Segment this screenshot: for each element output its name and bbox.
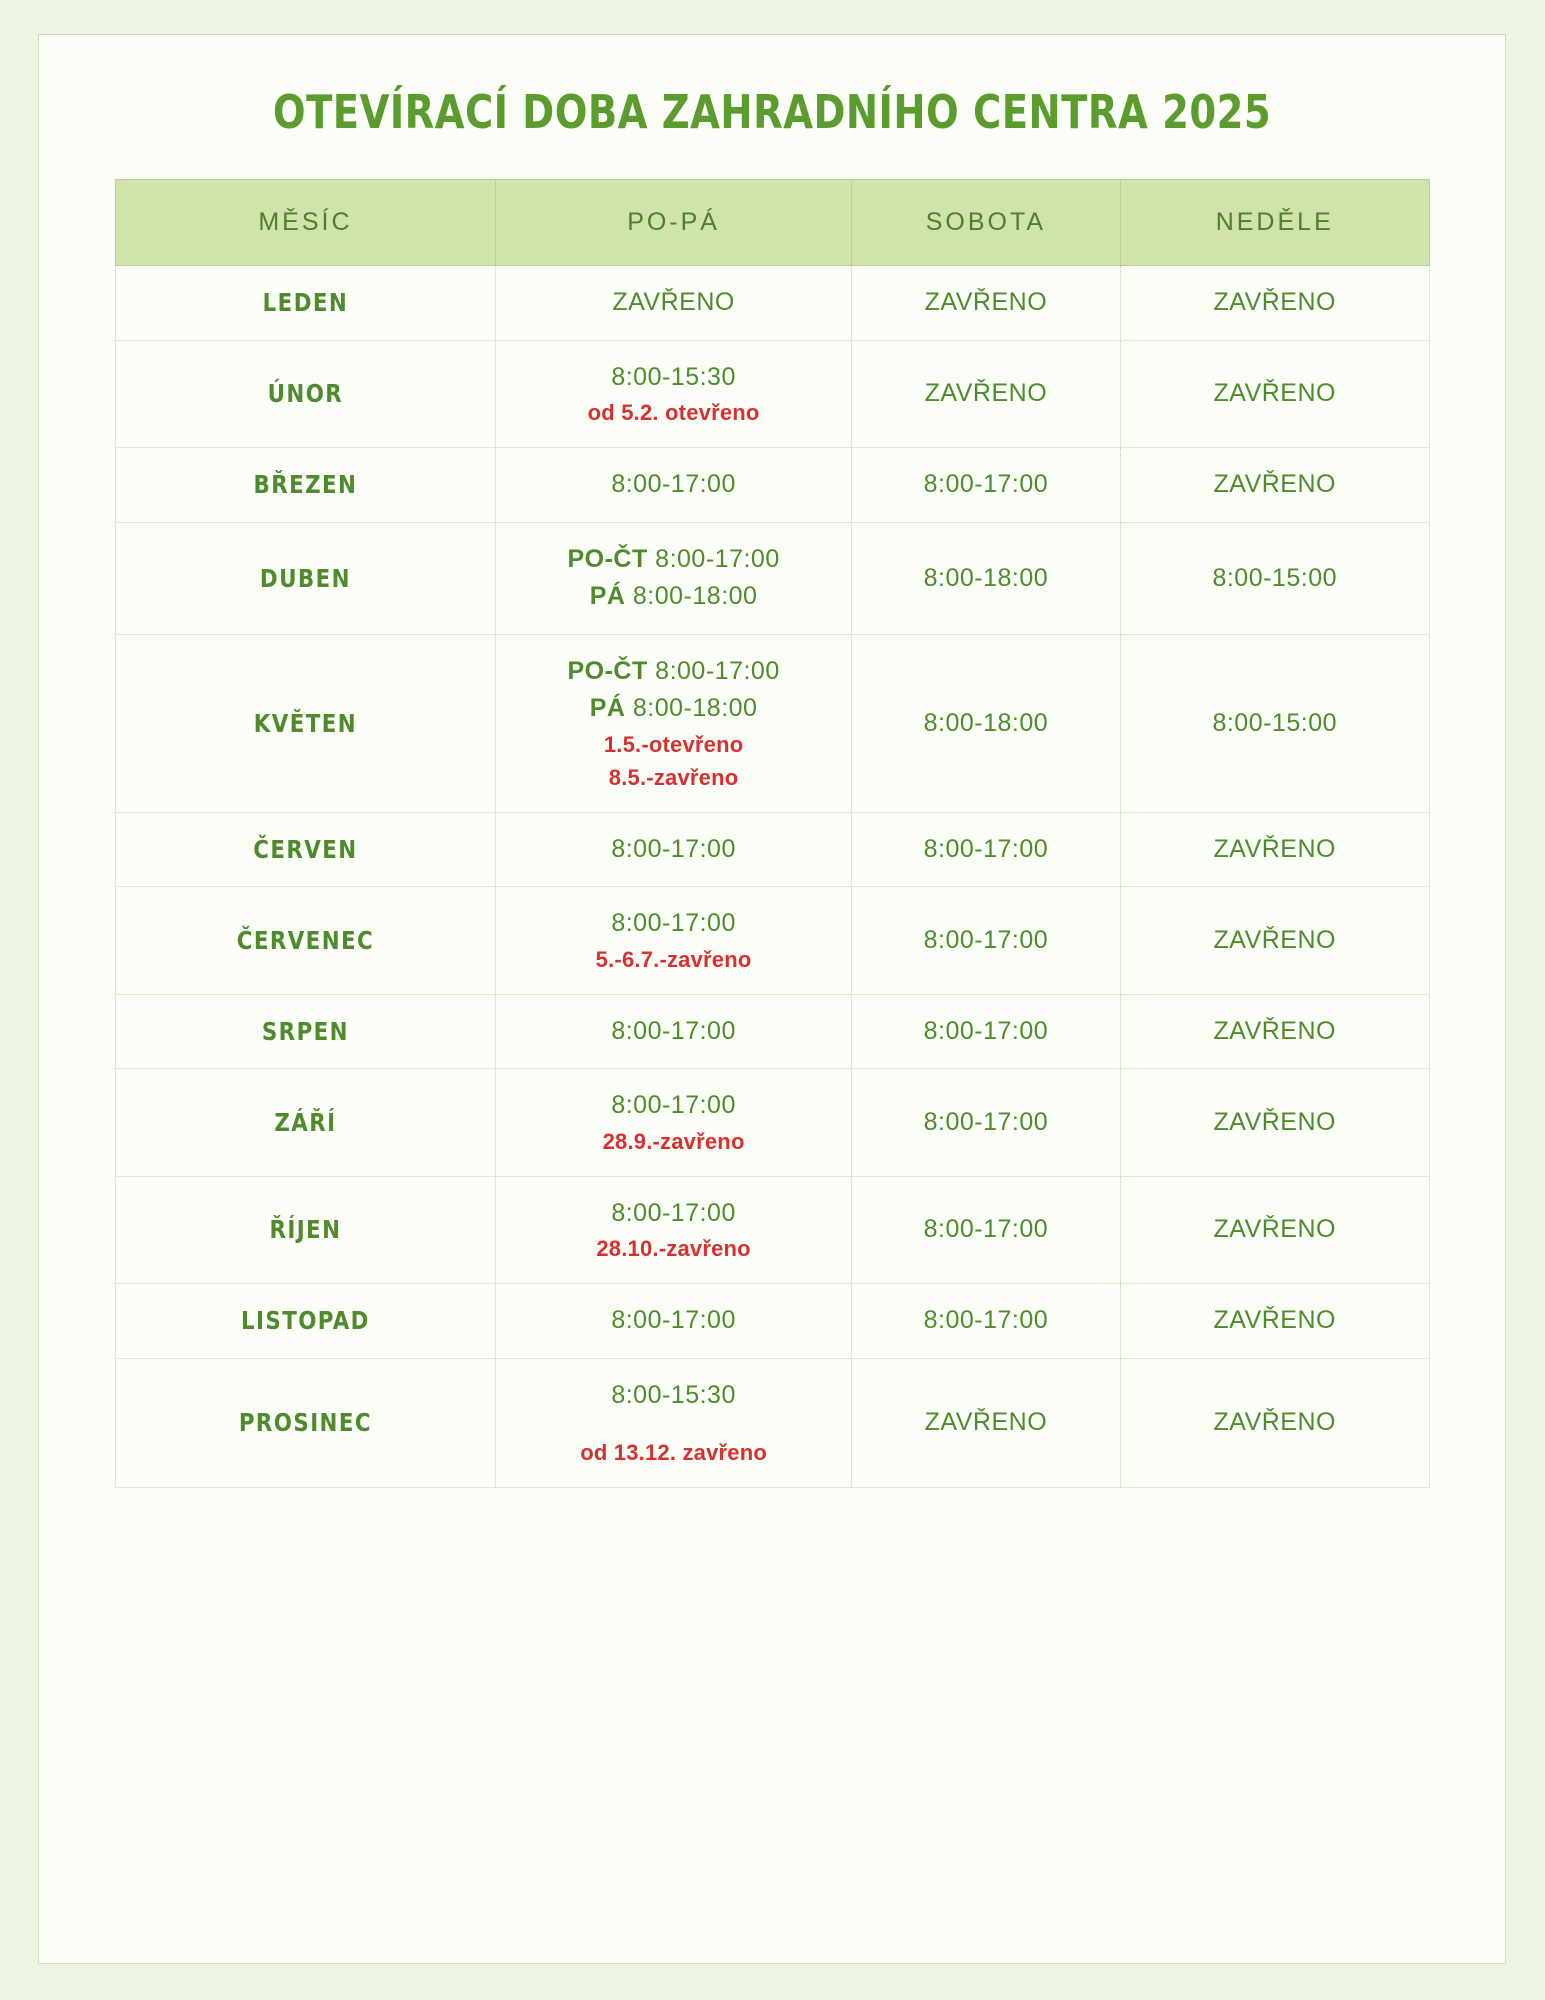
cell-weekday-hours <box>496 634 851 812</box>
cell-hours-line <box>504 578 842 616</box>
cell-sunday: ZAVŘENO <box>1120 812 1429 887</box>
cell-month: ZÁŘÍ <box>125 1069 487 1177</box>
cell-note: od 13.12. zavřeno <box>580 1440 767 1465</box>
table-row <box>115 812 1429 887</box>
cell-note: 8.5.-zavřeno <box>608 764 739 790</box>
column-header-saturday: SOBOTA <box>851 180 1120 266</box>
cell-month: LEDEN <box>125 266 487 341</box>
cell-weekday-hours <box>496 994 851 1069</box>
table-row <box>115 1358 1429 1488</box>
cell-month: BŘEZEN <box>125 448 487 523</box>
day-range-label: PÁ <box>589 582 626 610</box>
table-row <box>115 448 1429 523</box>
cell-hours-line: 8:00-17:00 <box>611 470 736 498</box>
table-row <box>115 887 1429 995</box>
cell-note: od 5.2. otevřeno <box>587 400 760 425</box>
table-row <box>115 1284 1429 1359</box>
cell-saturday: ZAVŘENO <box>851 266 1120 341</box>
table-row <box>115 1069 1429 1177</box>
day-range-hours: 8:00-17:00 <box>647 544 780 573</box>
cell-saturday: 8:00-18:00 <box>851 634 1120 812</box>
cell-sunday: ZAVŘENO <box>1120 266 1429 341</box>
opening-hours-table-wrapper <box>115 179 1430 1488</box>
table-row <box>115 634 1429 812</box>
cell-weekday-hours <box>496 812 851 887</box>
cell-saturday: 8:00-17:00 <box>851 448 1120 523</box>
cell-hours-line <box>504 541 842 579</box>
table-header-row <box>115 180 1429 266</box>
cell-saturday: 8:00-17:00 <box>851 1069 1120 1177</box>
cell-weekday-hours <box>496 1176 851 1284</box>
cell-hours-line <box>504 653 842 691</box>
cell-note: 28.9.-zavřeno <box>602 1128 745 1154</box>
cell-saturday: 8:00-17:00 <box>851 1284 1120 1359</box>
page-title: OTEVÍRACÍ DOBA ZAHRADNÍHO CENTRA 2025 <box>272 85 1272 139</box>
cell-hours-line: 8:00-15:30 <box>611 1380 736 1409</box>
table-header <box>115 180 1429 266</box>
cell-hours-line: 8:00-15:30 <box>611 362 736 391</box>
cell-month: DUBEN <box>125 522 487 634</box>
table-row <box>115 266 1429 341</box>
day-range-label: PÁ <box>589 694 626 722</box>
table-body <box>115 266 1429 1488</box>
table-row <box>115 994 1429 1069</box>
cell-hours-line: ZAVŘENO <box>612 288 735 316</box>
cell-month: SRPEN <box>125 994 487 1069</box>
cell-note: 1.5.-otevřeno <box>603 731 744 757</box>
cell-saturday: ZAVŘENO <box>851 1358 1120 1488</box>
column-header-sunday: NEDĚLE <box>1120 180 1429 266</box>
cell-saturday: 8:00-17:00 <box>851 1176 1120 1284</box>
cell-month: ČERVEN <box>125 812 487 887</box>
cell-weekday-hours <box>496 1284 851 1359</box>
cell-month: LISTOPAD <box>125 1284 487 1359</box>
cell-sunday: 8:00-15:00 <box>1120 522 1429 634</box>
cell-saturday: 8:00-17:00 <box>851 812 1120 887</box>
cell-sunday: 8:00-15:00 <box>1120 634 1429 812</box>
day-range-hours: 8:00-18:00 <box>625 582 758 610</box>
cell-saturday: ZAVŘENO <box>851 340 1120 448</box>
cell-hours-line: 8:00-17:00 <box>611 834 736 863</box>
day-range-label: PO-ČT <box>567 544 648 573</box>
cell-weekday-hours <box>496 340 851 448</box>
cell-sunday: ZAVŘENO <box>1120 1284 1429 1359</box>
cell-sunday: ZAVŘENO <box>1120 1176 1429 1284</box>
cell-weekday-hours <box>496 266 851 341</box>
cell-month: ÚNOR <box>125 340 487 448</box>
cell-sunday: ZAVŘENO <box>1120 994 1429 1069</box>
table-row <box>115 1176 1429 1284</box>
opening-hours-table <box>115 179 1430 1488</box>
day-range-hours: 8:00-17:00 <box>647 656 780 685</box>
cell-sunday: ZAVŘENO <box>1120 887 1429 995</box>
day-range-hours: 8:00-18:00 <box>625 694 758 722</box>
cell-weekday-hours <box>496 1069 851 1177</box>
cell-sunday: ZAVŘENO <box>1120 448 1429 523</box>
cell-hours-line <box>504 690 842 728</box>
cell-note: 28.10.-zavřeno <box>596 1236 751 1261</box>
day-range-label: PO-ČT <box>567 656 648 685</box>
cell-sunday: ZAVŘENO <box>1120 1069 1429 1177</box>
cell-note: 5.-6.7.-zavřeno <box>595 946 752 972</box>
cell-hours-line: 8:00-17:00 <box>611 1306 736 1334</box>
column-header-month: MĚSÍC <box>115 180 496 266</box>
column-header-weekdays: PO-PÁ <box>496 180 851 266</box>
table-row <box>115 340 1429 448</box>
cell-saturday: 8:00-18:00 <box>851 522 1120 634</box>
cell-weekday-hours <box>496 522 851 634</box>
cell-weekday-hours <box>496 448 851 523</box>
cell-hours-line: 8:00-17:00 <box>611 909 736 937</box>
cell-month: KVĚTEN <box>125 634 487 812</box>
cell-month: PROSINEC <box>125 1358 487 1488</box>
cell-saturday: 8:00-17:00 <box>851 887 1120 995</box>
cell-month: ŘÍJEN <box>125 1176 487 1284</box>
table-row <box>115 522 1429 634</box>
cell-hours-line: 8:00-17:00 <box>611 1016 736 1045</box>
cell-sunday: ZAVŘENO <box>1120 340 1429 448</box>
cell-sunday: ZAVŘENO <box>1120 1358 1429 1488</box>
cell-weekday-hours <box>496 1358 851 1488</box>
cell-hours-line: 8:00-17:00 <box>611 1198 736 1227</box>
cell-hours-line: 8:00-17:00 <box>611 1091 736 1119</box>
cell-saturday: 8:00-17:00 <box>851 994 1120 1069</box>
cell-weekday-hours <box>496 887 851 995</box>
cell-month: ČERVENEC <box>125 887 487 995</box>
document-page <box>38 34 1506 1964</box>
